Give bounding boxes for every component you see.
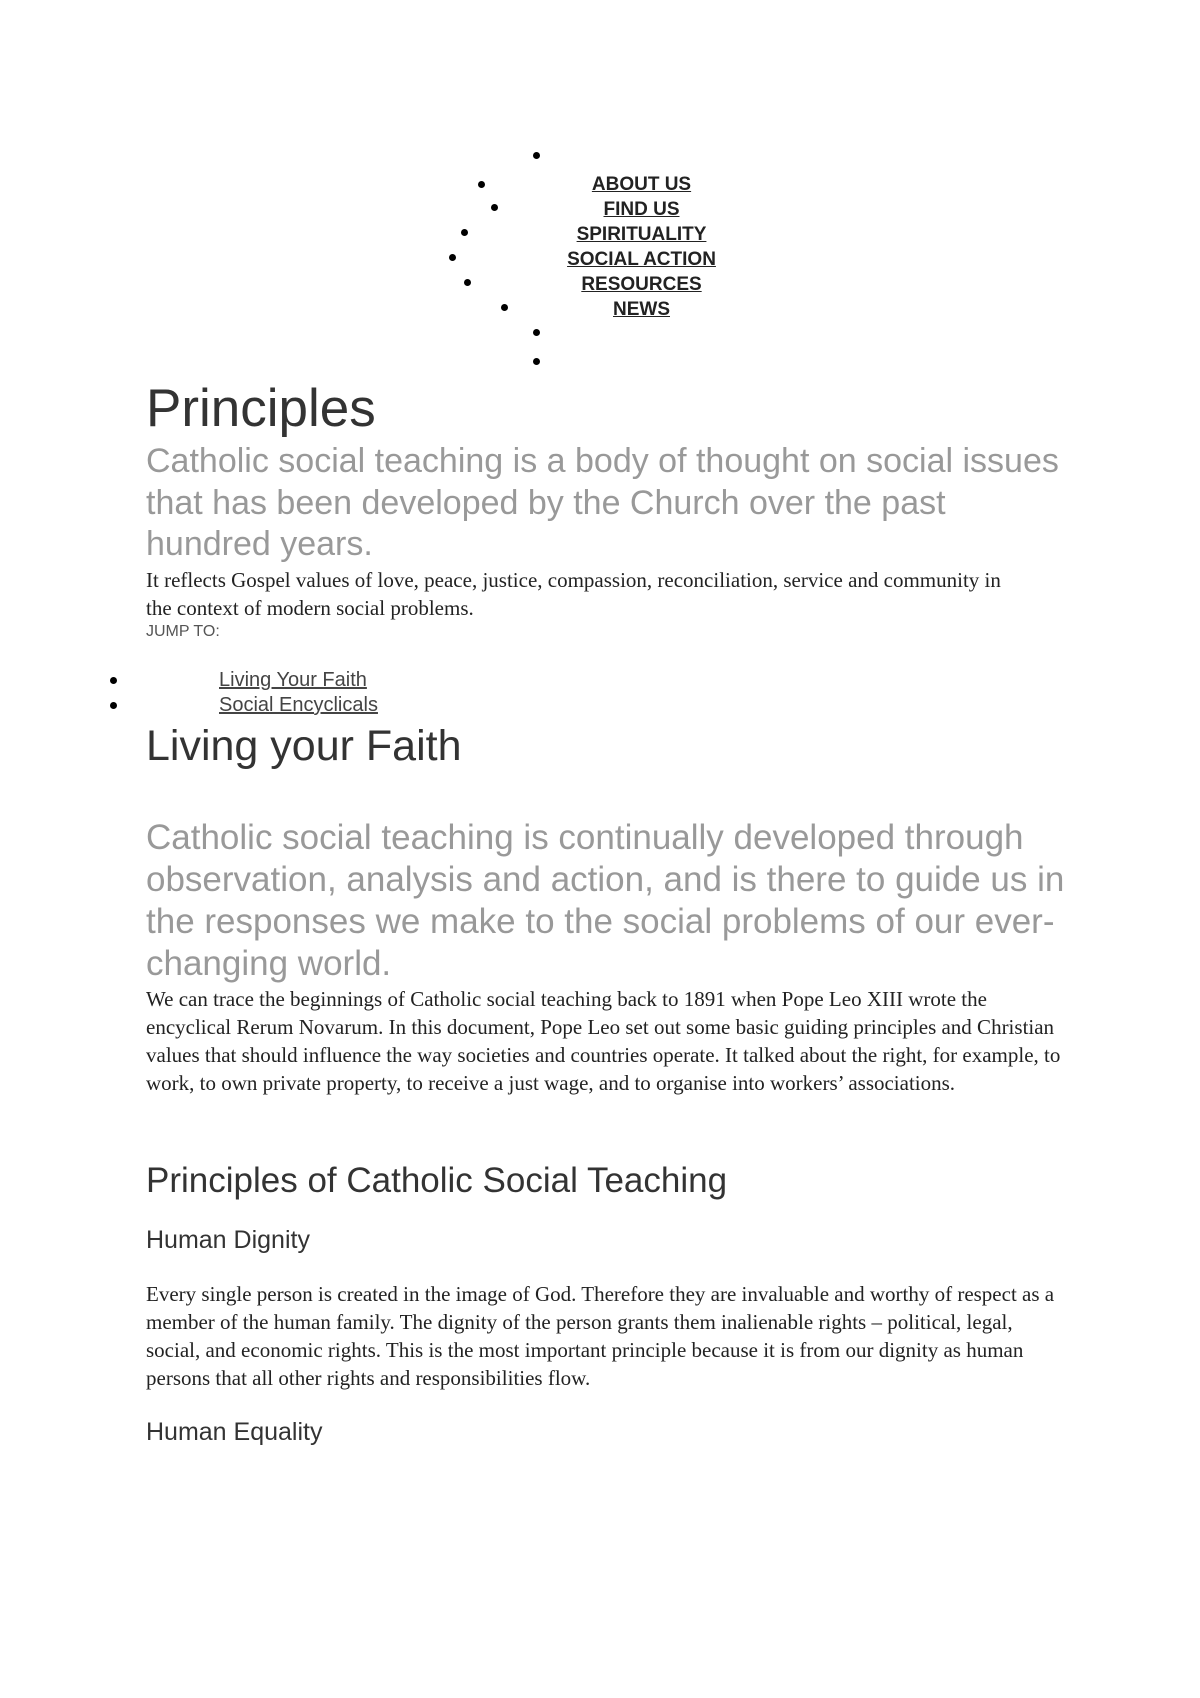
principles-section xyxy=(146,1160,1066,1448)
living-faith-lead: Catholic social teaching is continually developed through observation, analysis and action, and is there to guide us in the responses we make to the social problems of our ever-changing world. xyxy=(146,818,1065,983)
nav-bullet xyxy=(464,279,471,286)
nav-bullet xyxy=(491,204,498,211)
jump-to-label: JUMP TO: xyxy=(146,622,220,640)
nav-spirituality-link[interactable]: SPIRITUALITY xyxy=(576,224,707,245)
living-faith-section xyxy=(146,721,1066,1097)
jump-bullet xyxy=(110,677,117,684)
nav-bullet xyxy=(461,229,468,236)
nav-bullet xyxy=(533,358,540,365)
nav-bullet xyxy=(449,254,456,261)
nav-social-action-link[interactable]: SOCIAL ACTION xyxy=(567,249,716,270)
nav-about-us-link[interactable]: ABOUT US xyxy=(591,174,692,195)
principles-header xyxy=(146,379,1066,642)
nav-bullet xyxy=(533,152,540,159)
living-faith-body: We can trace the beginnings of Catholic social teaching back to 1891 when Pope Leo XIII wrote the encyclical Rerum Novarum. In this document, Pope Leo set out some basic guiding principles and Christian values that should influence the way societies and countries operate. It talked about the right, for example, to work, to own private property, to receive a just wage, and to organise into workers’ associations. xyxy=(146,987,1061,1095)
jump-link-living-your-faith[interactable]: Living Your Faith xyxy=(219,669,367,691)
living-faith-heading: Living your Faith xyxy=(146,722,462,770)
page-lead: Catholic social teaching is a body of thought on social issues that has been developed by the Church over the past hundred years. xyxy=(146,442,1059,563)
jump-link-social-encyclicals[interactable]: Social Encyclicals xyxy=(219,694,378,716)
nav-news-link[interactable]: NEWS xyxy=(613,299,670,320)
nav-bullet xyxy=(478,181,485,188)
jump-bullet xyxy=(110,702,117,709)
principle-title: Human Equality xyxy=(146,1418,323,1446)
page-intro: It reflects Gospel values of love, peace, justice, compassion, reconciliation, service and community in the context of modern social problems. xyxy=(146,567,1001,620)
nav-resources-link[interactable]: RESOURCES xyxy=(581,274,702,295)
nav-bullet xyxy=(533,329,540,336)
principle-body: Every single person is created in the image of God. Therefore they are invaluable and worthy of respect as a member of the human family. The dignity of the person grants them inalienable rights – political, legal, social, and economic rights. This is the most important principle because it is from our dignity as human persons that all other rights and responsibilities flow. xyxy=(146,1282,1055,1390)
principle-title: Human Dignity xyxy=(146,1226,310,1254)
page-title: Principles xyxy=(146,379,376,438)
nav-find-us-link[interactable]: FIND US xyxy=(603,199,680,220)
principles-heading: Principles of Catholic Social Teaching xyxy=(146,1161,728,1200)
